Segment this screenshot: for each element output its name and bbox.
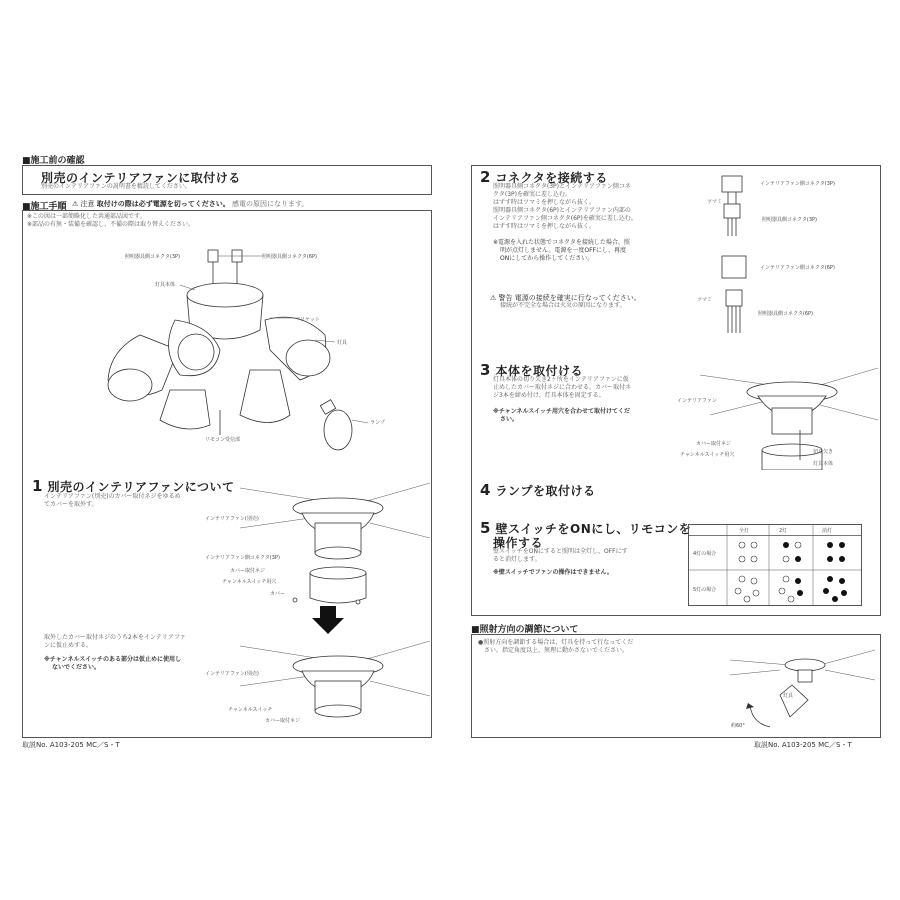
step2-note-1: ※電源を入れた状態でコネクタを接続した場合、照: [493, 239, 630, 246]
step2-warning-text: 電源の接続を確実に行なってください。: [514, 294, 641, 302]
step2-note-3: ONにしてから操作してください。: [500, 255, 594, 262]
step1-label-fan: インテリアファン(別売): [205, 516, 259, 522]
step5-note: ※壁スイッチでファンの操作はできません。: [493, 569, 613, 576]
step1b-note-1: ※チャンネルスイッチのある部分は仮止めに使用し: [44, 656, 182, 663]
step1-desc-2: てカバーを取外す。: [44, 501, 98, 508]
warning-suffix: 感電の原因になります。: [231, 200, 309, 208]
pre-check-subtitle: 別売のインテリアファンの説明書を精読してください。: [41, 183, 191, 190]
step1-label-channel-hole: チャンネルスイッチ用穴: [222, 579, 277, 585]
step1b-desc-1: 取外したカバー取付ネジのうち2本をインテリアファ: [44, 634, 186, 641]
table-header-two: 2灯: [779, 528, 788, 534]
step5-title-2: 操作する: [493, 536, 544, 550]
direction-adjust-diagram: [730, 645, 875, 733]
procedure-note-1: ※この図は一部簡略化した共通部品図です。: [27, 213, 146, 220]
step3-note-2: さい。: [500, 416, 519, 423]
step3-note-1: ※チャンネルスイッチ用穴を合わせて取付けてくだ: [493, 408, 631, 415]
pre-check-section-title: ■施工前の確認: [22, 156, 85, 166]
step3-desc-3: ジ3本を締め付け、灯具本体を固定する。: [493, 392, 605, 399]
step3-desc-1: 灯具本体の切り欠き2ヶ所をインテリアファンに仮: [493, 376, 629, 383]
label-connector-6p: 照明器具側コネクタ(6P): [262, 254, 317, 260]
lighting-pattern-table: [688, 524, 862, 606]
warning-icon: ⚠: [72, 200, 79, 208]
step2-label-lamp-6p: 照明器具側コネクタ(6P): [758, 311, 813, 317]
label-shade: 灯具: [337, 340, 348, 346]
step2-number: 2: [480, 168, 491, 186]
step3-title: 本体を取付ける: [495, 364, 584, 378]
step5-desc-1: 壁スイッチをONにすると照明は全灯し、OFFにす: [493, 548, 628, 555]
step1-title: 別売のインテリアファンについて: [47, 480, 235, 494]
lighting-pattern-grid: [689, 525, 861, 605]
step1b-label-cover-screw: カバー取付ネジ: [265, 718, 301, 724]
step2-label-fan-6p: インテリアファン側コネクタ(6P): [760, 265, 835, 271]
parts-exploded-diagram: [90, 240, 390, 460]
step2-label-knob-2: ツマミ: [697, 297, 713, 303]
step2-desc-6: はずす時はツマミを押しながら抜く。: [493, 223, 595, 230]
step2-label-knob-1: ツマミ: [707, 199, 723, 205]
step2-title: コネクタを接続する: [495, 171, 608, 185]
direction-label-shade: 灯具: [783, 693, 794, 699]
step4-heading: [480, 480, 596, 499]
step1-label-cover-screw: カバー取付ネジ: [230, 568, 266, 574]
warning-label: 注意: [80, 200, 95, 208]
step2-desc-4: 照明器具側コネクタ(6P)とインテリアファン内部の: [493, 207, 631, 214]
step3-label-channel-hole: チャンネルスイッチ用穴: [680, 452, 735, 458]
fan-cover-removal-diagram: [240, 478, 430, 613]
step3-label-body: 灯具本体: [813, 461, 834, 467]
left-footer: 取説No. A103-205 MC／S・T: [22, 741, 120, 749]
step2-label-lamp-3p: 照明器具側コネクタ(3P): [762, 217, 817, 223]
right-footer: 取説No. A103-205 MC／S・T: [754, 741, 852, 749]
step3-label-cover-screw: カバー取付ネジ: [696, 441, 732, 447]
step1-label-fan-connector: インテリアファン側コネクタ(3P): [205, 555, 280, 561]
step4-number: 4: [480, 481, 491, 499]
warning-icon-2: ⚠: [490, 294, 497, 302]
procedure-warning: [72, 199, 308, 209]
direction-desc-1: ●照射方向を調節する場合は、灯具を持って行なってくだ: [478, 639, 634, 646]
step1b-label-channel-switch: チャンネルスイッチ: [228, 707, 273, 713]
step3-desc-2: 止めしたカバー取付ネジに合わせる。カバー取付ネ: [493, 384, 632, 391]
step1b-note-2: ないでください。: [52, 664, 101, 671]
warning-text: 取付けの際は必ず電源を切ってください。: [96, 200, 230, 208]
step2-warning-sub: 接続が不完全な場合は火災の原因になります。: [500, 302, 626, 309]
connector-diagram: [700, 168, 760, 338]
step1-label-cover: カバー: [270, 591, 286, 597]
step5-title-1: 壁スイッチをONにし、リモコンを: [495, 522, 692, 536]
step2-desc-1: 照明器具側コネクタ(3P)とインテリアファン側コネ: [493, 183, 631, 190]
step5-number: 5: [480, 519, 491, 537]
procedure-section-title: ■施工手順: [22, 202, 67, 212]
table-header-all: 全灯: [739, 528, 750, 534]
label-receiver: リモコン受信部: [205, 437, 241, 443]
step3-number: 3: [480, 361, 491, 379]
step2-desc-3: はずす時はツマミを押しながら抜く。: [493, 199, 595, 206]
label-connector-3p: 照明器具側コネクタ(3P): [125, 254, 180, 260]
step2-note-2: 明が点灯しません。電源を一度OFFにし、再度: [500, 247, 626, 254]
direction-desc-2: さい。指定角度以上、無理に動かさないでください。: [484, 647, 629, 654]
pre-check-title: 別売のインテリアファンに取付ける: [41, 171, 241, 185]
procedure-note-2: ※部品の有無・装備を確認し、不備の際は取り替えください。: [27, 221, 195, 228]
label-body: 灯具本体: [155, 282, 176, 288]
table-row-5: 5灯の場合: [693, 587, 717, 593]
step2-desc-5: インテリアファン側コネクタ(6P)を確実に差し込む。: [493, 215, 637, 222]
direction-label-angle: 約60°: [731, 723, 745, 729]
step1b-label-fan: インテリアファン(別売): [205, 671, 259, 677]
step2-warning-label: 警告: [498, 294, 513, 302]
direction-section-title: ■照射方向の調節について: [471, 625, 579, 635]
step5-desc-2: ると消灯します。: [493, 556, 541, 563]
table-row-4: 4灯の場合: [693, 551, 717, 557]
label-socket: ソケット: [300, 317, 320, 323]
step2-desc-2: クタ(3P)を確実に差し込む。: [493, 191, 571, 198]
step4-title: ランプを取付ける: [495, 484, 596, 498]
step1b-desc-2: ンに仮止めする。: [44, 642, 93, 649]
down-arrow-icon: [310, 606, 346, 636]
label-lamp: ランプ: [370, 420, 386, 426]
step1-number: 1: [32, 477, 43, 495]
step2-label-fan-3p: インテリアファン側コネクタ(3P): [760, 181, 835, 187]
table-header-off: 消灯: [822, 528, 833, 534]
step1-desc-1: インテリアファン(別売)のカバー取付ネジをゆるめ: [44, 493, 181, 500]
pre-check-box: [22, 165, 432, 195]
step3-label-fan: インテリアファン: [677, 398, 717, 404]
step3-label-notch: 切り欠き: [813, 449, 834, 455]
